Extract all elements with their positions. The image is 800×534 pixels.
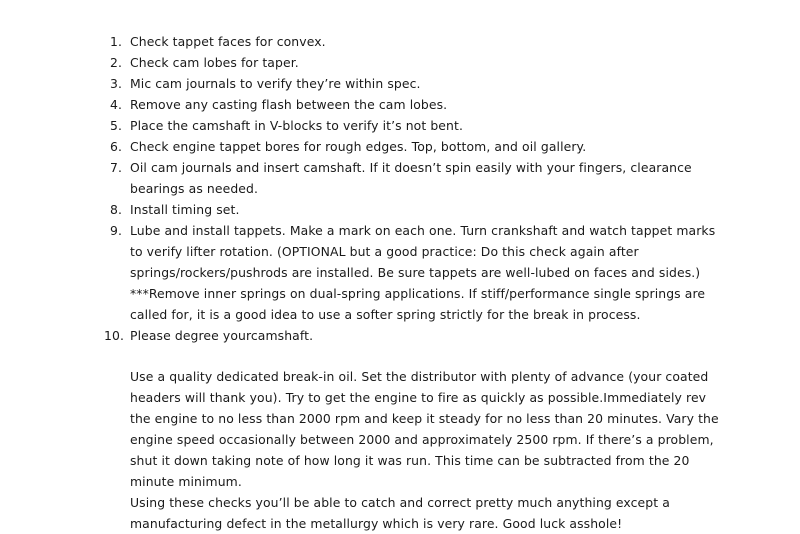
list-text: Check tappet faces for convex. (130, 34, 326, 49)
list-number: 4. (109, 97, 122, 112)
list-number: 9. (109, 223, 122, 238)
list-text: Please degree yourcamshaft. (130, 328, 314, 343)
list-text: Remove any casting flash between the cam lobes. (130, 97, 448, 112)
list-text: Mic cam journals to verify they’re within spec. (130, 76, 421, 91)
list-item (0, 115, 800, 136)
checklist (0, 31, 800, 346)
list-note: ***Remove inner springs on dual-spring applications. If stiff/performance single springs are called for, it is a good idea to use a softer spring strictly for the break in process. (130, 286, 706, 322)
break-in-instructions (130, 366, 730, 534)
list-number: 6. (109, 139, 122, 154)
list-number: 10. (103, 328, 124, 343)
list-item (0, 94, 800, 115)
paragraph-closing: Using these checks you’ll be able to catch and correct pretty much anything except a manufacturing defect in the metallurgy which is very rare. Good luck asshole! (130, 495, 670, 531)
list-number: 1. (109, 34, 122, 49)
list-item (0, 52, 800, 73)
list-number: 5. (109, 118, 122, 133)
paragraph-break-in: Use a quality dedicated break-in oil. Set the distributor with plenty of advance (your coated headers will thank you). Try to get the engine to fire as quickly as possible.Immediately rev the engine to no less than 2000 rpm and keep it steady for no less than 20 minutes. Vary the engine speed occasionally between 2000 and approximately 2500 rpm. If there’s a problem, shut it down taking note of how long it was run. This time can be subtracted from the 20 minute minimum. (130, 369, 719, 489)
list-text: Install timing set. (130, 202, 240, 217)
list-text: Oil cam journals and insert camshaft. If it doesn’t spin easily with your fingers, clearance bearings as needed. (130, 160, 692, 196)
list-number: 3. (109, 76, 122, 91)
list-text: Place the camshaft in V-blocks to verify it’s not bent. (130, 118, 463, 133)
list-text: Lube and install tappets. Make a mark on each one. Turn crankshaft and watch tappet marks to verify lifter rotation. (OPTIONAL but a good practice: Do this check again after springs/rockers/pushrods are installed. Be sure tappets are well-lubed on faces and sides.) (130, 223, 716, 280)
list-item (0, 157, 800, 199)
list-number: 7. (109, 160, 122, 175)
list-item (0, 31, 800, 52)
list-item (0, 73, 800, 94)
list-text: Check cam lobes for taper. (130, 55, 299, 70)
list-item (0, 136, 800, 157)
list-item (0, 220, 800, 325)
list-number: 8. (109, 202, 122, 217)
list-number: 2. (109, 55, 122, 70)
list-item (0, 199, 800, 220)
list-text: Check engine tappet bores for rough edges. Top, bottom, and oil gallery. (130, 139, 587, 154)
list-item (0, 325, 800, 346)
